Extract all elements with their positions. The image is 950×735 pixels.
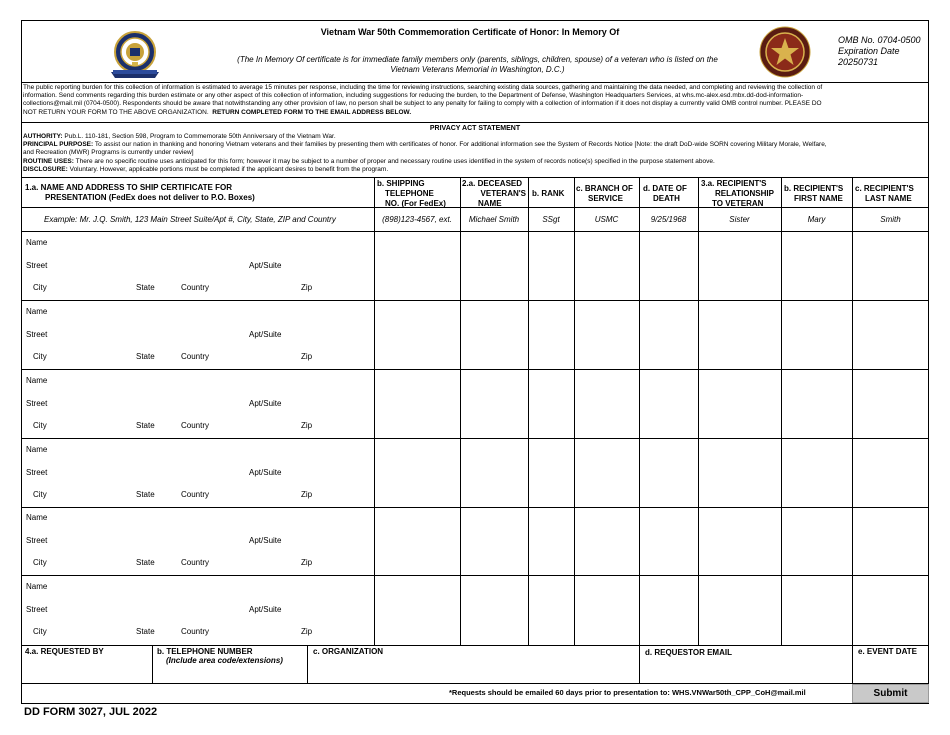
col-header-address-line1: 1.a. NAME AND ADDRESS TO SHIP CERTIFICATE FOR — [25, 183, 232, 192]
veteran-name-input[interactable] — [461, 576, 527, 643]
divider — [21, 683, 929, 684]
divider — [21, 177, 929, 178]
example-first-name: Mary — [807, 215, 826, 224]
date-of-death-input[interactable] — [640, 232, 697, 299]
address-label-state: State — [136, 558, 155, 567]
example-address: Example: Mr. J.Q. Smith, 123 Main Street Suite/Apt #, City, State, ZIP and Country — [44, 215, 336, 224]
country-input[interactable] — [215, 350, 297, 364]
address-label-zip: Zip — [301, 558, 313, 567]
burden-line4a: NOT RETURN YOUR FORM TO THE ABOVE ORGANIZATION. — [23, 108, 209, 116]
address-label-city: City — [33, 421, 47, 430]
divider — [21, 82, 929, 83]
address-label-apt: Apt/Suite — [249, 536, 282, 545]
col-header-first-l2: FIRST NAME — [794, 194, 843, 203]
address-label-street: Street — [26, 330, 48, 339]
address-label-street: Street — [26, 399, 48, 408]
authority-text: Pub.L. 110-181, Section 598, Program to Commemorate 50th Anniversary of the Vietnam War. — [64, 133, 336, 140]
address-label-apt: Apt/Suite — [249, 605, 282, 614]
branch-input[interactable] — [575, 576, 638, 643]
address-label-state: State — [136, 421, 155, 430]
example-branch: USMC — [594, 215, 619, 224]
relationship-input[interactable] — [699, 507, 780, 574]
burden-line1: The public reporting burden for this collection of information is estimated to average 15 minutes per response, including the time for reviewing instructions, searching existing data sources, gathering and maintaining the data needed, and completing and reviewing the collection of — [23, 84, 823, 91]
branch-input[interactable] — [575, 301, 638, 368]
col-header-address — [25, 183, 255, 203]
burden-statement — [23, 84, 927, 117]
rank-input[interactable] — [529, 370, 573, 437]
col-header-veteran-l1: 2.a. DECEASED — [462, 179, 523, 188]
address-label-state: State — [136, 490, 155, 499]
address-label-street: Street — [26, 468, 48, 477]
burden-line4b: RETURN COMPLETED FORM TO THE EMAIL ADDRESS BELOW. — [212, 108, 412, 116]
address-label-name: Name — [26, 238, 48, 247]
col-header-relationship — [701, 179, 781, 209]
col-header-last-l1: c. RECIPIENT'S — [855, 184, 914, 193]
address-label-zip: Zip — [301, 627, 313, 636]
disclosure-text: Voluntary. However, applicable portions must be completed if the applicant desires to benefit from the program. — [69, 165, 389, 173]
date-of-death-input[interactable] — [640, 439, 697, 506]
apt-suite-input[interactable] — [288, 466, 372, 480]
state-input[interactable] — [160, 556, 178, 570]
address-label-country: Country — [181, 627, 210, 636]
state-input[interactable] — [160, 419, 178, 433]
zip-input[interactable] — [318, 281, 372, 295]
requested-by-input[interactable] — [23, 658, 150, 682]
veteran-name-input[interactable] — [461, 439, 527, 506]
col-header-veteran-l3: NAME — [478, 199, 502, 208]
col-header-rel-l1: 3.a. RECIPIENT'S — [701, 179, 767, 188]
country-input[interactable] — [215, 556, 297, 570]
recipient-first-name-input[interactable] — [782, 439, 851, 506]
relationship-input[interactable] — [699, 576, 780, 643]
name-input[interactable] — [58, 236, 370, 250]
city-input[interactable] — [52, 350, 132, 364]
address-label-name: Name — [26, 445, 48, 454]
requested-by-label: 4.a. REQUESTED BY — [25, 647, 104, 656]
submission-note: *Requests should be emailed 60 days prior to presentation to: WHS.VNWar50th_CPP_CoH@mail.mil — [449, 688, 806, 697]
col-header-last — [855, 184, 929, 204]
city-input[interactable] — [52, 556, 132, 570]
address-label-country: Country — [181, 283, 210, 292]
phone-input[interactable] — [375, 576, 459, 643]
country-input[interactable] — [215, 488, 297, 502]
col-header-rank: b. RANK — [532, 189, 565, 198]
address-label-name: Name — [26, 582, 48, 591]
col-divider — [307, 645, 308, 683]
address-label-state: State — [136, 283, 155, 292]
event-date-input[interactable] — [854, 658, 927, 682]
name-input[interactable] — [58, 443, 370, 457]
burden-line3: collections@mail.mil (0704-0500). Respondents should be aware that notwithstanding any other provision of law, no person shall be subject to any penalty for failing to comply with a collection of information if it does not display a currently valid OMB control number. PLEASE DO — [23, 100, 822, 108]
recipient-first-name-input[interactable] — [782, 232, 851, 299]
address-label-country: Country — [181, 558, 210, 567]
street-input[interactable] — [58, 466, 246, 480]
recipient-last-name-input[interactable] — [853, 507, 928, 574]
relationship-input[interactable] — [699, 232, 780, 299]
expiration-date: 20250731 — [838, 57, 879, 67]
rank-input[interactable] — [529, 439, 573, 506]
address-label-state: State — [136, 352, 155, 361]
form-id: DD FORM 3027, JUL 2022 — [24, 706, 158, 718]
routine-label: ROUTINE USES: — [23, 157, 74, 165]
example-rank: SSgt — [542, 215, 560, 224]
name-input[interactable] — [58, 580, 370, 594]
address-label-name: Name — [26, 307, 48, 316]
omb-number: OMB No. 0704-0500 — [838, 35, 921, 45]
street-input[interactable] — [58, 603, 246, 617]
address-label-country: Country — [181, 352, 210, 361]
veteran-name-input[interactable] — [461, 507, 527, 574]
col-header-phone-l2: TELEPHONE — [385, 189, 434, 198]
example-date: 9/25/1968 — [650, 215, 687, 224]
address-label-apt: Apt/Suite — [249, 330, 282, 339]
branch-input[interactable] — [575, 439, 638, 506]
phone-input[interactable] — [375, 370, 459, 437]
name-input[interactable] — [58, 305, 370, 319]
zip-input[interactable] — [318, 488, 372, 502]
example-last-name: Smith — [880, 215, 901, 224]
col-header-rel-l3: TO VETERAN — [712, 199, 764, 208]
country-input[interactable] — [215, 625, 297, 639]
veteran-name-input[interactable] — [461, 370, 527, 437]
address-label-zip: Zip — [301, 421, 313, 430]
col-header-veteran — [462, 179, 526, 209]
col-header-last-l2: LAST NAME — [865, 194, 912, 203]
divider — [21, 207, 929, 208]
address-label-city: City — [33, 352, 47, 361]
col-header-rel-l2: RELATIONSHIP — [715, 189, 774, 198]
telephone-input[interactable] — [154, 667, 305, 682]
apt-suite-input[interactable] — [288, 534, 372, 548]
street-input[interactable] — [58, 259, 246, 273]
telephone-sublabel: (Include area code/extensions) — [166, 656, 283, 665]
address-label-street: Street — [26, 261, 48, 270]
phone-input[interactable] — [375, 439, 459, 506]
address-label-city: City — [33, 627, 47, 636]
privacy-block — [23, 133, 927, 174]
address-label-street: Street — [26, 536, 48, 545]
street-input[interactable] — [58, 397, 246, 411]
col-header-first-l1: b. RECIPIENT'S — [784, 184, 844, 193]
state-input[interactable] — [160, 281, 178, 295]
address-label-name: Name — [26, 376, 48, 385]
col-divider — [152, 645, 153, 683]
state-input[interactable] — [160, 488, 178, 502]
date-of-death-input[interactable] — [640, 576, 697, 643]
relationship-input[interactable] — [699, 439, 780, 506]
col-header-veteran-l2: VETERAN'S — [480, 189, 526, 198]
requestor-email-label: d. REQUESTOR EMAIL — [645, 648, 732, 657]
relationship-input[interactable] — [699, 370, 780, 437]
dod-seal-icon — [759, 26, 811, 78]
purpose-label: PRINCIPAL PURPOSE: — [23, 141, 94, 149]
organization-input[interactable] — [309, 658, 637, 682]
zip-input[interactable] — [318, 350, 372, 364]
commemoration-seal-icon — [108, 28, 162, 82]
rank-input[interactable] — [529, 507, 573, 574]
recipient-last-name-input[interactable] — [853, 370, 928, 437]
address-label-state: State — [136, 627, 155, 636]
recipient-first-name-input[interactable] — [782, 507, 851, 574]
phone-input[interactable] — [375, 507, 459, 574]
col-header-branch-l2: SERVICE — [588, 194, 623, 203]
disclosure-label: DISCLOSURE: — [23, 165, 68, 173]
recipient-last-name-input[interactable] — [853, 301, 928, 368]
col-header-address-line2: PRESENTATION (FedEx does not deliver to P.O. Boxes) — [45, 193, 255, 202]
col-header-phone-l1: b. SHIPPING — [377, 179, 425, 188]
recipient-first-name-input[interactable] — [782, 576, 851, 643]
privacy-heading: PRIVACY ACT STATEMENT — [429, 125, 521, 132]
address-label-zip: Zip — [301, 283, 313, 292]
state-input[interactable] — [160, 625, 178, 639]
form-title: Vietnam War 50th Commemoration Certificate of Honor: In Memory Of — [320, 27, 620, 37]
address-label-apt: Apt/Suite — [249, 399, 282, 408]
address-label-country: Country — [181, 490, 210, 499]
col-header-branch — [576, 184, 638, 204]
address-label-name: Name — [26, 513, 48, 522]
telephone-label: b. TELEPHONE NUMBER — [157, 647, 253, 656]
city-input[interactable] — [52, 625, 132, 639]
address-label-country: Country — [181, 421, 210, 430]
example-veteran: Michael Smith — [468, 215, 520, 224]
requestor-email-input[interactable] — [641, 658, 850, 682]
recipient-last-name-input[interactable] — [853, 232, 928, 299]
country-input[interactable] — [215, 419, 297, 433]
date-of-death-input[interactable] — [640, 370, 697, 437]
address-label-street: Street — [26, 605, 48, 614]
name-input[interactable] — [58, 374, 370, 388]
address-label-apt: Apt/Suite — [249, 261, 282, 270]
apt-suite-input[interactable] — [288, 603, 372, 617]
city-input[interactable] — [52, 419, 132, 433]
veteran-name-input[interactable] — [461, 232, 527, 299]
address-label-zip: Zip — [301, 490, 313, 499]
city-input[interactable] — [52, 488, 132, 502]
rank-input[interactable] — [529, 232, 573, 299]
divider — [21, 122, 929, 123]
burden-line2: information. Send comments regarding this burden estimate or any other aspect of this collection of information, including suggestions for reducing the burden, to the Department of Defense, Washington Headquarters Services, at whs.mc-alex.esd.mbx.dd-dod-information- — [23, 92, 804, 100]
zip-input[interactable] — [318, 419, 372, 433]
veteran-name-input[interactable] — [461, 301, 527, 368]
branch-input[interactable] — [575, 370, 638, 437]
organization-label: c. ORGANIZATION — [313, 647, 384, 656]
recipient-last-name-input[interactable] — [853, 576, 928, 643]
example-relationship: Sister — [729, 215, 750, 224]
address-label-city: City — [33, 558, 47, 567]
form-subtitle-line2: Vietnam Veterans Memorial in Washington, D.C.) — [390, 65, 565, 74]
branch-input[interactable] — [575, 232, 638, 299]
event-date-label: e. EVENT DATE — [858, 647, 917, 656]
apt-suite-input[interactable] — [288, 397, 372, 411]
purpose-text-2: and Recreation (MWR) Programs is currently under review] — [23, 149, 194, 157]
phone-input[interactable] — [375, 301, 459, 368]
col-header-date-l1: d. DATE OF — [643, 184, 687, 193]
rank-input[interactable] — [529, 576, 573, 643]
zip-input[interactable] — [318, 625, 372, 639]
address-label-city: City — [33, 283, 47, 292]
apt-suite-input[interactable] — [288, 328, 372, 342]
city-input[interactable] — [52, 281, 132, 295]
address-label-zip: Zip — [301, 352, 313, 361]
purpose-text: To assist our nation in thanking and honoring Vietnam veterans and their families by presenting them with certificates of honor. For additional information see the System of Records Notice [Note: the draft DoD-wide SORN covering Military Morale, Welfare, — [94, 141, 827, 149]
col-header-branch-l1: c. BRANCH OF — [576, 184, 633, 193]
example-phone: (898)123-4567, ext. — [382, 215, 452, 224]
routine-text: There are no specific routine uses anticipated for this form; however it may be subject to a number of proper and necessary routine uses identified in the system of records notice(s) specified in the purpose statement above. — [75, 157, 715, 165]
col-header-date-l2: DEATH — [653, 194, 680, 203]
date-of-death-input[interactable] — [640, 507, 697, 574]
recipient-last-name-input[interactable] — [853, 439, 928, 506]
expiration-label: Expiration Date — [838, 46, 900, 56]
col-divider — [852, 645, 853, 683]
street-input[interactable] — [58, 328, 246, 342]
submit-button[interactable]: Submit — [852, 684, 929, 703]
phone-input[interactable] — [375, 232, 459, 299]
street-input[interactable] — [58, 534, 246, 548]
divider — [21, 645, 929, 646]
col-header-date — [643, 184, 699, 204]
col-divider — [639, 645, 640, 683]
apt-suite-input[interactable] — [288, 259, 372, 273]
state-input[interactable] — [160, 350, 178, 364]
zip-input[interactable] — [318, 556, 372, 570]
col-header-first — [784, 184, 852, 204]
date-of-death-input[interactable] — [640, 301, 697, 368]
form-subtitle-line1: (The In Memory Of certificate is for immediate family members only (parents, siblings, children, spouse) of a veteran who is listed on the — [237, 55, 718, 64]
authority-label: AUTHORITY: — [23, 133, 63, 140]
country-input[interactable] — [215, 281, 297, 295]
col-header-phone-l3: NO. (For FedEx) — [385, 199, 446, 208]
col-header-phone — [377, 179, 457, 209]
recipient-first-name-input[interactable] — [782, 301, 851, 368]
address-label-city: City — [33, 490, 47, 499]
branch-input[interactable] — [575, 507, 638, 574]
relationship-input[interactable] — [699, 301, 780, 368]
recipient-first-name-input[interactable] — [782, 370, 851, 437]
name-input[interactable] — [58, 511, 370, 525]
rank-input[interactable] — [529, 301, 573, 368]
address-label-apt: Apt/Suite — [249, 468, 282, 477]
